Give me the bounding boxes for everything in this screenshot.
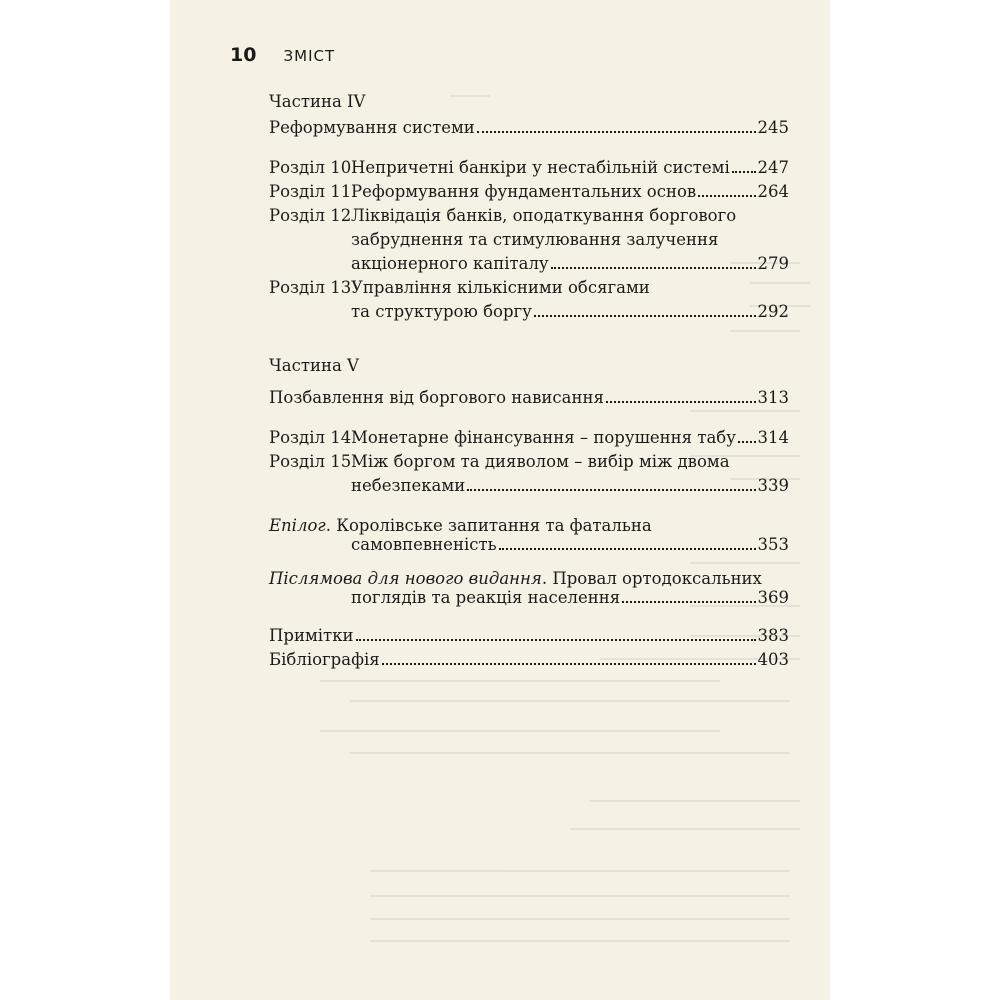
running-head: ЗМІСТ bbox=[283, 47, 336, 65]
chapter-label: Розділ 15 bbox=[269, 452, 352, 471]
page-number: 10 bbox=[230, 44, 257, 66]
epilogue-title-line: самовпевненість bbox=[351, 535, 497, 554]
part-4-label: Частина IV bbox=[269, 92, 366, 111]
afterword-title: . Провал ортодоксальних bbox=[541, 569, 762, 588]
toc-entry-bibliography bbox=[269, 650, 789, 670]
part-5-label: Частина V bbox=[269, 356, 359, 375]
chapter-label: Розділ 14 bbox=[269, 428, 352, 447]
chapter-title-line: акціонерного капіталу bbox=[351, 254, 549, 273]
chapter-title-line: небезпеками bbox=[351, 476, 466, 495]
epilogue-label: Епілог bbox=[269, 516, 326, 535]
epilogue-title: . Королівське запитання та фатальна bbox=[325, 516, 652, 535]
afterword-page: 369 bbox=[757, 588, 789, 607]
dot-leader bbox=[622, 600, 755, 603]
dot-leader bbox=[356, 638, 756, 641]
chapter-title: Реформування фундаментальних основ bbox=[351, 182, 697, 201]
part-5-title: Позбавлення від боргового нависання bbox=[269, 388, 604, 407]
part-5-page: 313 bbox=[757, 388, 789, 407]
book-page bbox=[170, 0, 830, 1000]
chapter-title-line: Управління кількісними обсягами bbox=[351, 278, 650, 297]
dot-leader bbox=[551, 266, 756, 269]
dot-leader bbox=[499, 547, 756, 550]
chapter-label: Розділ 12 bbox=[269, 206, 352, 225]
dot-leader bbox=[732, 170, 756, 173]
chapter-title: Монетарне фінансування – порушення табу bbox=[351, 428, 736, 447]
bibliography-label: Бібліографія bbox=[269, 650, 380, 669]
chapter-page: 279 bbox=[757, 254, 789, 273]
chapter-title-line: Ліквідація банків, оподаткування боргового bbox=[351, 206, 737, 225]
chapter-label: Розділ 10 bbox=[269, 158, 352, 177]
toc-entry-chapter-15 bbox=[269, 450, 789, 498]
part-4-page: 245 bbox=[757, 118, 789, 137]
chapter-page: 247 bbox=[757, 158, 789, 177]
dot-leader bbox=[382, 662, 756, 665]
dot-leader bbox=[698, 194, 755, 197]
toc-entry-epilogue bbox=[269, 516, 789, 555]
table-of-contents bbox=[269, 84, 789, 670]
chapter-page: 314 bbox=[757, 428, 789, 447]
toc-entry-chapter-10 bbox=[269, 156, 789, 180]
toc-entry-afterword bbox=[269, 569, 789, 608]
dot-leader bbox=[606, 400, 756, 403]
toc-entry-chapter-12 bbox=[269, 204, 789, 276]
chapter-title: Непричетні банкіри у нестабільній системі bbox=[351, 158, 730, 177]
notes-page: 383 bbox=[757, 626, 789, 645]
afterword-title-line: поглядів та реакція населення bbox=[351, 588, 621, 607]
part-4-entry bbox=[269, 114, 789, 142]
chapter-label: Розділ 13 bbox=[269, 278, 352, 297]
dot-leader bbox=[738, 440, 756, 443]
dot-leader bbox=[534, 314, 756, 317]
chapter-title-line: та структурою боргу bbox=[351, 302, 532, 321]
toc-entry-notes bbox=[269, 626, 789, 646]
part-5-entry bbox=[269, 384, 789, 412]
dot-leader bbox=[467, 488, 755, 491]
chapter-page: 292 bbox=[757, 302, 789, 321]
chapter-title-line: Між боргом та дияволом – вибір між двома bbox=[351, 452, 730, 471]
dot-leader bbox=[477, 130, 756, 133]
part-4-title: Реформування системи bbox=[269, 118, 475, 137]
page-header bbox=[230, 44, 335, 66]
notes-label: Примітки bbox=[269, 626, 354, 645]
toc-entry-chapter-13 bbox=[269, 276, 789, 324]
bibliography-page: 403 bbox=[757, 650, 789, 669]
chapter-page: 264 bbox=[757, 182, 789, 201]
afterword-label: Післямова для нового видання bbox=[269, 569, 542, 588]
epilogue-page: 353 bbox=[757, 535, 789, 554]
chapter-label: Розділ 11 bbox=[269, 182, 352, 201]
chapter-page: 339 bbox=[757, 476, 789, 495]
chapter-title-line: забруднення та стимулювання залучення bbox=[351, 230, 719, 249]
toc-entry-chapter-14 bbox=[269, 426, 789, 450]
toc-entry-chapter-11 bbox=[269, 180, 789, 204]
